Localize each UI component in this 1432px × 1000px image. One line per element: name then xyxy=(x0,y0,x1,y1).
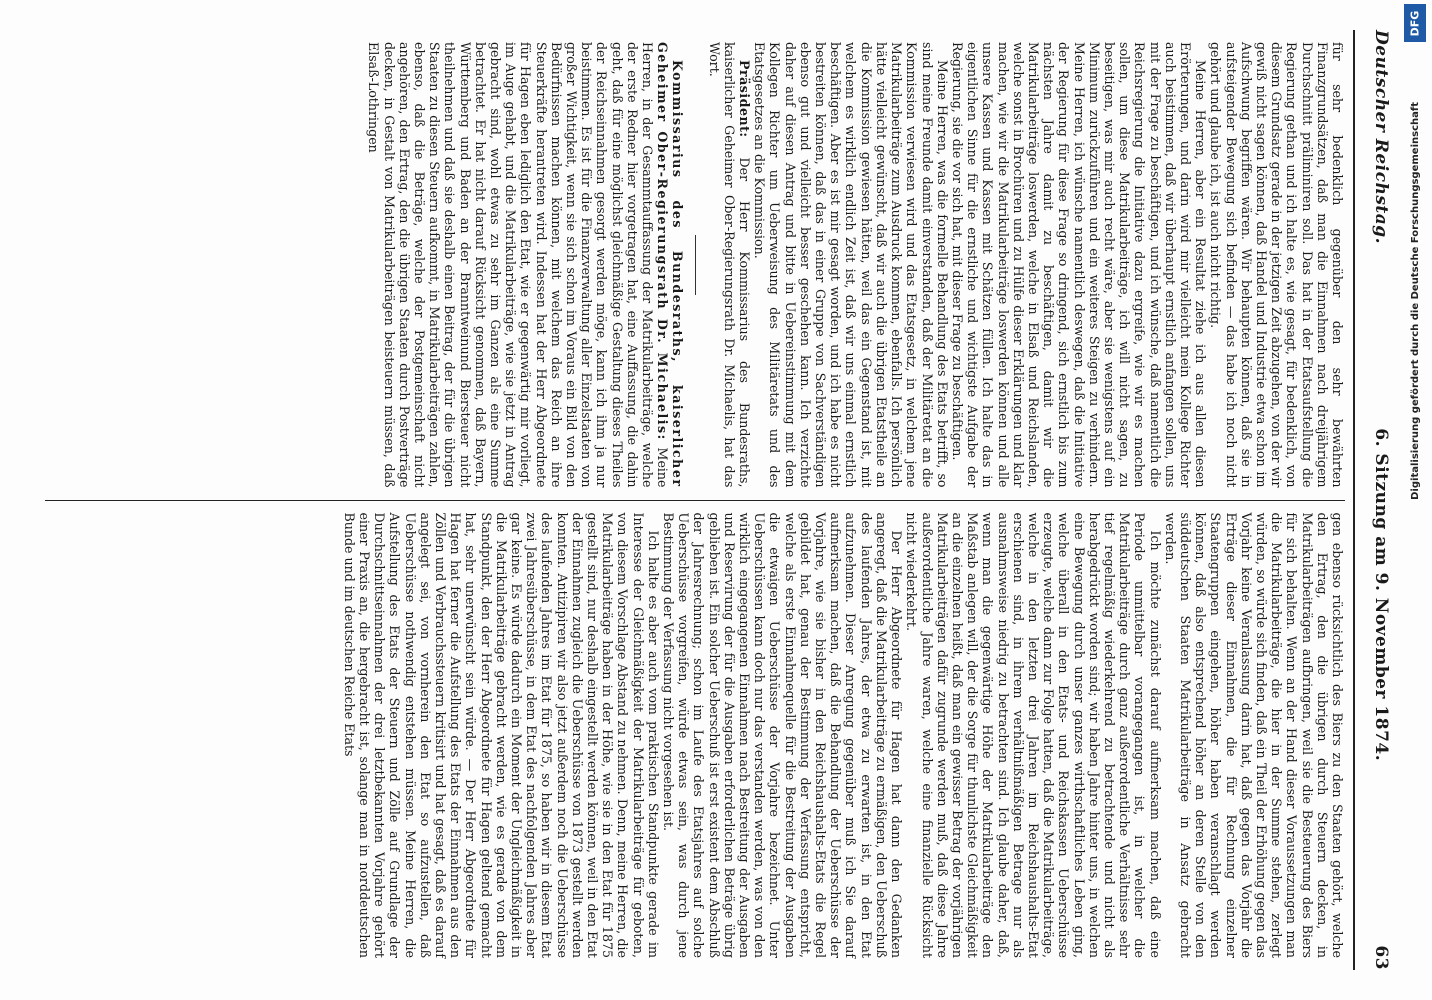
speech-text: Der Herr Kommissarius des Bundesraths, kaiserlicher Geheimer Ober-Regierungsrath Dr. Michaelis, hat das Wort. xyxy=(706,42,753,488)
speaker-name: Kommissarius des Bundesraths, kaiserlicher Geheimer Ober-Regierungsrath Dr. Michaelis: xyxy=(655,42,686,488)
text-columns xyxy=(45,30,1345,970)
page-header xyxy=(1353,30,1391,970)
speech-paragraph xyxy=(366,42,685,488)
speech-paragraph xyxy=(706,42,752,488)
digitization-sidebar xyxy=(1402,0,1428,1000)
paragraph: für sehr bedenklich gegenüber den sehr bewährten Finanzgrundsätzen, daß man die Einnahmen nach dreijährigem Durchschnitt präliminiren soll. Das hat in der Etatsaufstellung die Regierung gethan und ich halte es, wie gesagt, für bedenklich, von diesem Grundsatz gerade in der jetzigen Zeit abzugehen, von der wir gewiß nicht sagen können, daß Handel und Industrie etwa schon im Aufschwung begriffen wären. Wir behaupten können, daß sie in aufsteigender Bewegung sich befinden — das habe ich noch nicht gehört und glaube ich, ist auch nicht richtig. xyxy=(1208,42,1345,488)
paragraph: Der Herr Abgeordnete für Hagen hat dann den Gedanken angeregt, daß die Matrikularbeiträge zu ermäßigen, den Ueberschuß des laufenden Jahres, der etwa zu erwarten ist, in den Etat aufzunehmen. Dieser Anregung gegenüber muß ich Sie darauf aufmerksam machen, daß die Behandlung der Ueberschüsse der Vorjahre, wie sie bisher in den Reichshaushalts-Etats die Regel gebildet hat, genau der Bestimmung der Verfassung entspricht, welche als erste Einnahmequelle für die Bestreitung der Ausgaben die etwaigen Ueberschüsse der Vorjahre bezeichnet. Unter Ueberschüssen kann doch nur das verstanden werden, was von den wirklich eingegangenen Einnahmen nach Bestreitung der Ausgaben und Reservirung der für die Ausgaben erforderlichen Beträge übrig geblieben ist. Ein solcher Ueberschuß ist erst existent dem Abschluß der Jahresrechnung; schon im Laufe des Etatsjahres auf solche Ueberschüsse vorgreifen, würde etwas sein, was durch jene Bestimmung der Verfassung nicht vorgesehen ist. xyxy=(661,512,905,958)
paragraph: Meine Herren, aber ein Resultat ziehe ich aus allen diesen Erörterungen, und darin wird mir vielleicht mein Kollege Richter auch beistimmen, daß wir überhaupt ernstlich anfangen sollen, uns mit der Frage zu beschäftigen, und ich wünsche, daß namentlich die Reichsregierung die Initiative dazu ergreife, wie wir es machen sollen, um diese Matrikularbeiträge, ich will nicht sagen, zu beseitigen, was mir auch recht wäre, aber sie wenigstens auf ein Minimum zurückzuführen und ein weiteres Steigen zu verhindern. Meine Herren, ich wünsche namentlich deswegen, daß die Initiative der Regierung für diese Frage so dringend, sich ernstlich bis zum nächsten Jahre damit zu beschäftigen, damit wir die Matrikularbeiträge loswerden, welche in Elsaß und Reichslanden, welche sonst in Brochüren und zu Hülfe dieser Erklärungen und klar machen, wie wir die Matrikularbeiträge loswerden können und alle unsere Kassen und Kassen mit Schätzen füllen. Ich halte das in eigentlichen Sinne für die ernstliche und wichtigste Aufgabe der Regierung, sie die vor sich hat, mit dieser Frage zu beschäftigen. xyxy=(949,42,1209,488)
speaker-name: Präsident: xyxy=(737,60,753,138)
column-left xyxy=(45,30,1345,500)
paragraph: Meine Herren, was die formelle Behandlung des Etats betrifft, so sind meine Freunde damit einverstanden, daß der Militäretat an die Kommission verwiesen wird und das Etatsgesetz, in welchem jene Matrikularbeiträge zum Ausdruck kommen, ebenfalls. Ich persönlich hätte vielleicht gewünscht, daß wir auch die übrigen Etatstheile an die Kommission gewiesen hätten, weil das ein Gegenstand ist, mit welchem es wirklich endlich Zeit ist, daß wir uns einmal ernstlich beschäftigen. Aber es ist mir gesagt worden, und ich habe es nicht bestreiten können, daß das in einer Gruppe von Sachverständigen ebenso gut und vielleicht besser geschehen kann. Ich verzichte daher auf diesen Antrag und bitte in Uebereinstimmung mit dem Kollegen Richter um Ueberweisung des Militäretats und des Etatsgesetzes an die Kommission. xyxy=(752,42,950,488)
section-divider xyxy=(695,235,696,295)
paragraph: Ich halte es aber auch vom praktischen Standpunkte gerade im Interesse der Gleichmäßigkeit der Matrikularbeiträge für geboten, von diesem Vorschlage Abstand zu nehmen. Denn, meine Herren, die Matrikularbeiträge haben in der Höhe, wie sie in den Etat für 1875 gestellt sind, nur deshalb eingestellt werden können, weil in den Etat der Einnahmen zugleich die Ueberschüsse von 1873 gestellt werden konnten. Antizipiren wir also jetzt außerdem noch die Ueberschüsse des laufenden Jahres im Etat für 1875, so haben wir in diesem Etat zwei Jahresüberschüsse, in dem Etat des nachfolgenden Jahres aber gar keine. Es würde dadurch ein Moment der Ungleichmäßigkeit in die Matrikularbeiträge gebracht werden, wie es gerade von dem Standpunkt, den der Herr Abgeordnete für Hagen geltend gemacht hat, sehr unerwünscht sein würde. — Der Herr Abgeordnete für Hagen hat ferner die Aufstellung des Etats der Einnahmen aus den Zöllen und Verbrauchssteuern kritisirt und hat gesagt, daß es darauf angelegt sei, von vornherein den Etat so aufzustellen, daß Ueberschüsse nothwendig entstehen müssen. Meine Herren, die Aufstellung des Etats der Steuern und Zölle auf Grundlage der Durchschnittseinnahmen der drei letztbekannten Vorjahre gehört einer Praxis an, die hergebracht ist, solange man in norddeutschen Bunde und im deutschen Reiche Etats xyxy=(341,512,661,958)
digitization-credit: Digitalisierung gefördert durch die Deutsche Forschungsgemeinschaft xyxy=(1409,102,1421,500)
header-session: 6. Sitzung am 9. November 1874. xyxy=(1371,428,1391,762)
speech-text: Meine Herren, in der Gesammtauffassung der Matrikularbeiträge, welche der erste Redner hier vorgetragen hat, eine Auffassung, die dahin geht, daß für eine möglichst gleichmäßige Gestaltung dieses Theiles der Reichseinnahmen gesorgt werden möge, kann ich ihm ja nur beistimmen. Es ist für die Finanzverwaltung aller Einzelstaaten von großer Wichtigkeit, wenn sie sich schon im Voraus ein Bild von den Bedürfnissen machen können, mit welchem das Reich an ihre Steuerkräfte herantreten wird. Indessen hat der Herr Abgeordnete für Hagen eben lediglich den Etat, wie er gegenwärtig mir vorliegt, im Auge gehabt, und die Matrikularbeiträge, wie sie jetzt in Antrag gebracht sind, wohl etwas zu sehr im Ganzen als eine Summe betrachtet. Er hat nicht darauf Rücksicht genommen, daß Bayern, Württemberg und Baden an der Branntweinund Biersteuer nicht theilnehmen und daß sie deshalb einen Beitrag, der für die übrigen Staaten zu diesen Steuern aufkommt, in Matrikularbeiträgen zahlen, ebenso, daß die Beträge, welche der Postgemeinschaft nicht angehören, den Ertrag, den die übrigen Staaten durch Postverträge decken, in Gestalt von Matrikularbeiträgen beisteuern müssen, daß Elsaß-Lothringen xyxy=(366,42,671,488)
header-title: Deutscher Reichstag. xyxy=(1371,30,1391,245)
page-number: 63 xyxy=(1371,945,1391,970)
column-right xyxy=(45,500,1345,971)
rotated-document-page xyxy=(41,20,1391,980)
paragraph: Ich möchte zunächst darauf aufmerksam machen, daß eine Periode unmittelbar vorangegangen ist, in welcher die Matrikularbeiträge durch ganz außerordentliche Verhältnisse sehr tief regelmäßig wiederkehrend zu betrachtende und nicht als herabgedrückt worden sind; wir haben Jahre hinter uns, in welchen eine Bewegung durch unser ganzes wirthschaftliches Leben ging, welche überall in den Etats- und Reichskassen Ueberschüsse erzeugte, welche dann zur Folge hatten, daß die Matrikularbeiträge, welche in den letzten drei Jahren im Reichshaushalts-Etat erschienen sind, in ihrem verhältnißmäßigen Betrage nur als ausnahmsweise niedrig zu betrachten sind. Ich glaube daher, daß, wenn man die gegenwärtige Höhe der Matrikularbeiträge den Maßstab anlegen will, der die Sorge für thunlichste Gleichmäßigkeit an die einzelnen heißt, daß man ein gewisser Betrag der vorjährigen Matrikularbeiträgen dafür zugrunde werden muß, daß diese Jahre außerordentliche Jahre waren, welche eine finanzielle Rücksicht nicht wiederkehrt. xyxy=(904,512,1163,958)
dfg-logo xyxy=(1404,4,1426,42)
dfg-logo-text: DFG xyxy=(1408,10,1422,36)
paragraph: gen ebenso rücksichtlich des Biers zu den Staaten gehört, welche den Ertrag, den die übrigen durch Steuern decken, in Matrikularbeiträgen aufbringen, weil sie die Besteuerung des Biers für sich behalten. Wenn an der Hand dieser Voraussetzungen man die Matrikularbeiträge, die hier in der Summe stehen, zerlegt würden, so würde sich finden, daß ein Theil der Erhöhung gegen das Vorjahr keine Veranlassung darin hat, daß gegen das Vorjahr die Erträge dieser Einnahmen, die für Rechnung einzelner Staatengruppen eingehen, höher haben veranschlagt werden können, daß also entsprechend höher an deren Stelle von den süddeutschen Staaten Matrikularbeiträge in Ansatz gebracht werden. xyxy=(1162,512,1345,958)
